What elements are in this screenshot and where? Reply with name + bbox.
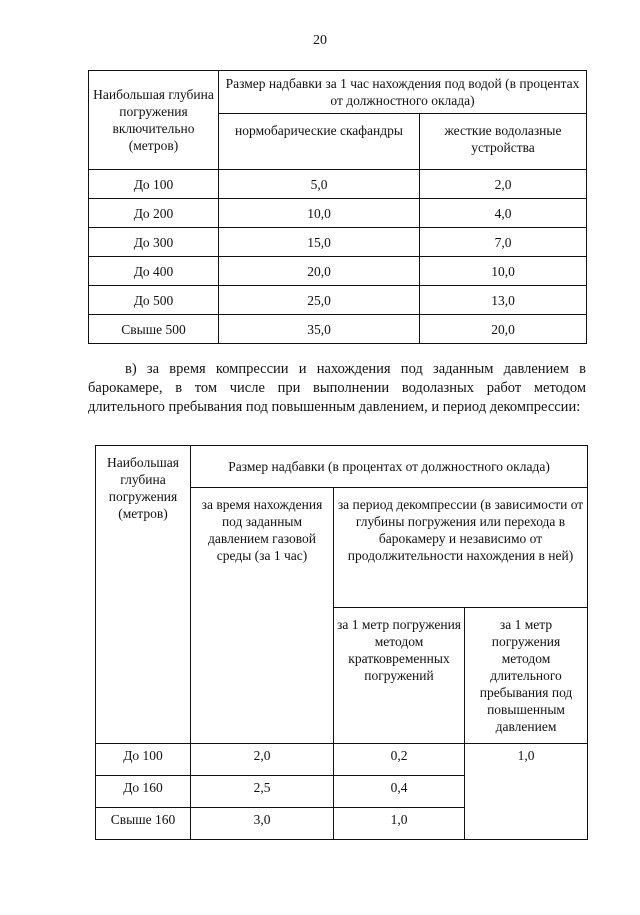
depth-cell: До 300 — [89, 228, 219, 257]
value-cell: 20,0 — [219, 257, 420, 286]
value-cell: 2,5 — [191, 776, 334, 808]
table1-header-depth: Наибольшая глубина погружения включительно (метров) — [89, 71, 219, 170]
table1-header-col2: жесткие водолазные устройства — [420, 114, 587, 170]
value-cell: 13,0 — [420, 286, 587, 315]
value-cell: 0,4 — [334, 776, 465, 808]
table2-header-group: Размер надбавки (в процентах от должностного оклада) — [191, 446, 588, 488]
table2-header-decompression: за период декомпрессии (в зависимости от глубины погружения или перехода в барокамеру и независимо от продолжительности нахождения в ней) — [334, 488, 588, 608]
table2-header-depth: Наибольшая глубина погружения (метров) — [96, 446, 191, 744]
table-row — [96, 744, 588, 776]
long-stay-value-cell: 1,0 — [465, 744, 588, 840]
value-cell: 15,0 — [219, 228, 420, 257]
value-cell: 2,0 — [420, 170, 587, 199]
depth-cell: До 100 — [96, 744, 191, 776]
table-row — [89, 257, 587, 286]
decompression-allowance-table — [95, 445, 588, 840]
value-cell: 5,0 — [219, 170, 420, 199]
value-cell: 3,0 — [191, 808, 334, 840]
value-cell: 2,0 — [191, 744, 334, 776]
depth-cell: Свыше 160 — [96, 808, 191, 840]
depth-cell: До 200 — [89, 199, 219, 228]
value-cell: 1,0 — [334, 808, 465, 840]
value-cell: 10,0 — [219, 199, 420, 228]
value-cell: 35,0 — [219, 315, 420, 344]
depth-cell: До 500 — [89, 286, 219, 315]
value-cell: 25,0 — [219, 286, 420, 315]
value-cell: 4,0 — [420, 199, 587, 228]
table-row — [89, 228, 587, 257]
table-row — [89, 286, 587, 315]
page-number: 20 — [313, 33, 327, 48]
table2-header-compression: за время нахождения под заданным давлением газовой среды (за 1 час) — [191, 488, 334, 744]
value-cell: 0,2 — [334, 744, 465, 776]
depth-cell: До 400 — [89, 257, 219, 286]
table-row — [89, 170, 587, 199]
value-cell: 10,0 — [420, 257, 587, 286]
value-cell: 20,0 — [420, 315, 587, 344]
value-cell: 7,0 — [420, 228, 587, 257]
depth-cell: Свыше 500 — [89, 315, 219, 344]
depth-cell: До 100 — [89, 170, 219, 199]
table1-header-group: Размер надбавки за 1 час нахождения под водой (в процентах от должностного оклада) — [219, 71, 587, 114]
paragraph-decompression: в) за время компрессии и нахождения под заданным давлением в барокамере, в том числе при выполнении водолазных работ методом длительного пребывания под повышенным давлением, и период декомпрессии: — [88, 361, 586, 415]
depth-allowance-table — [88, 70, 587, 344]
table-row — [89, 199, 587, 228]
table2-header-short: за 1 метр погружения методом кратковременных погружений — [334, 608, 465, 744]
table1-header-col1: нормобарические скафандры — [219, 114, 420, 170]
depth-cell: До 160 — [96, 776, 191, 808]
table2-header-long: за 1 метр погружения методом длительного пребывания под повышенным давлением — [465, 608, 588, 744]
table-row — [89, 315, 587, 344]
